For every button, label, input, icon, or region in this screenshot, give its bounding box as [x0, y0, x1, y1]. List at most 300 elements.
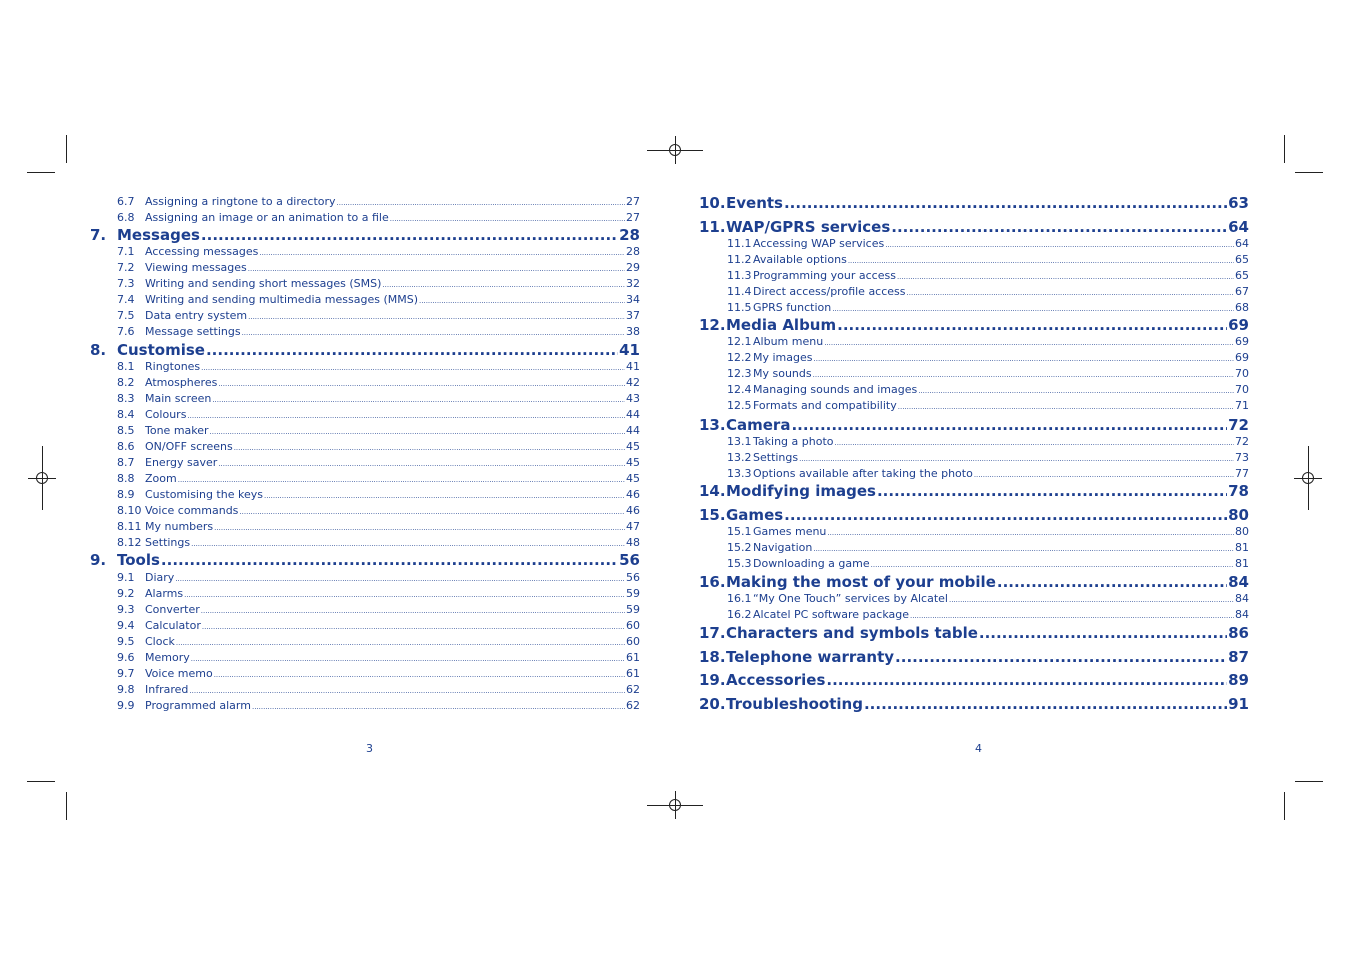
dot-leader [813, 367, 1234, 383]
toc-entry-number: 12.2 [727, 351, 752, 364]
toc-entry-title: Programming your access [753, 269, 896, 282]
toc-entry-page: 84 [1235, 592, 1249, 605]
toc-entry-title: My numbers [145, 520, 214, 533]
toc-chapter-entry [699, 623, 1249, 643]
toc-section-entry [90, 260, 640, 276]
toc-entry-page: 27 [626, 211, 640, 224]
toc-entry-page: 60 [626, 635, 640, 648]
dot-leader [895, 647, 1227, 667]
dot-leader [891, 217, 1227, 237]
dot-leader [191, 651, 625, 667]
dot-leader [218, 456, 625, 472]
dot-leader [826, 670, 1227, 690]
toc-entry-number: 16.1 [727, 592, 752, 605]
toc-section-entry [90, 423, 640, 439]
toc-entry-number: 8.8 [117, 472, 135, 485]
toc-section-entry [90, 391, 640, 407]
toc-entry-page: 56 [619, 551, 640, 569]
toc-entry-title: Infrared [145, 683, 189, 696]
dot-leader [214, 520, 625, 536]
toc-section-entry [90, 682, 640, 698]
toc-entry-page: 89 [1228, 671, 1249, 689]
toc-entry-page: 45 [626, 440, 640, 453]
toc-entry-page: 68 [1235, 301, 1249, 314]
toc-entry-number: 9.1 [117, 571, 135, 584]
toc-entry-title: WAP/GPRS services [726, 218, 891, 236]
toc-entry-title: Camera [726, 416, 791, 434]
toc-entry-page: 32 [626, 277, 640, 290]
toc-entry-number: 6.8 [117, 211, 135, 224]
toc-entry-page: 63 [1228, 194, 1249, 212]
toc-entry-number: 8. [90, 341, 107, 359]
toc-entry-number: 12.1 [727, 335, 752, 348]
toc-entry-title: Energy saver [145, 456, 218, 469]
toc-entry-title: ON/OFF screens [145, 440, 233, 453]
toc-section-entry [90, 455, 640, 471]
toc-section-entry [699, 252, 1249, 268]
toc-entry-page: 62 [626, 699, 640, 712]
toc-entry-page: 42 [626, 376, 640, 389]
dot-leader [242, 325, 625, 341]
dot-leader [201, 603, 625, 619]
toc-entry-page: 87 [1228, 648, 1249, 666]
toc-entry-number: 8.1 [117, 360, 135, 373]
toc-entry-number: 10. [699, 194, 726, 212]
toc-section-entry [90, 602, 640, 618]
toc-entry-number: 18. [699, 648, 726, 666]
toc-entry-page: 61 [626, 667, 640, 680]
toc-entry-title: Media Album [726, 316, 837, 334]
dot-leader [264, 488, 625, 504]
toc-section-entry [90, 407, 640, 423]
toc-entry-number: 15. [699, 506, 726, 524]
toc-entry-number: 13.3 [727, 467, 752, 480]
toc-entry-page: 67 [1235, 285, 1249, 298]
toc-entry-page: 73 [1235, 451, 1249, 464]
toc-entry-title: Tone maker [145, 424, 209, 437]
toc-entry-title: Message settings [145, 325, 241, 338]
toc-entry-page: 91 [1228, 695, 1249, 713]
dot-leader [791, 415, 1227, 435]
toc-entry-number: 8.12 [117, 536, 142, 549]
toc-entry-page: 44 [626, 408, 640, 421]
toc-entry-title: Colours [145, 408, 187, 421]
toc-entry-number: 11. [699, 218, 726, 236]
toc-entry-title: Accessing messages [145, 245, 259, 258]
dot-leader [907, 285, 1234, 301]
dot-leader [218, 376, 625, 392]
toc-entry-number: 11.4 [727, 285, 752, 298]
dot-leader [910, 608, 1234, 624]
toc-entry-title: Voice memo [145, 667, 213, 680]
toc-entry-page: 84 [1235, 608, 1249, 621]
toc-entry-title: Alcatel PC software package [753, 608, 909, 621]
dot-leader [918, 383, 1234, 399]
toc-entry-number: 13.1 [727, 435, 752, 448]
toc-entry-page: 69 [1235, 351, 1249, 364]
toc-entry-page: 60 [626, 619, 640, 632]
toc-entry-title: Events [726, 194, 783, 212]
toc-entry-title: Formats and compatibility [753, 399, 897, 412]
toc-entry-title: Zoom [145, 472, 177, 485]
toc-entry-number: 8.10 [117, 504, 142, 517]
dot-leader [210, 424, 625, 440]
toc-entry-title: Writing and sending short messages (SMS) [145, 277, 382, 290]
toc-entry-page: 77 [1235, 467, 1249, 480]
toc-entry-number: 9.4 [117, 619, 135, 632]
toc-entry-title: Options available after taking the photo [753, 467, 973, 480]
toc-entry-number: 7.4 [117, 293, 135, 306]
toc-entry-title: Data entry system [145, 309, 248, 322]
toc-entry-number: 8.2 [117, 376, 135, 389]
toc-entry-number: 17. [699, 624, 726, 642]
toc-entry-title: Writing and sending multimedia messages (MMS) [145, 293, 419, 306]
toc-entry-title: Tools [117, 551, 160, 569]
toc-section-entry [699, 434, 1249, 450]
toc-entry-title: Viewing messages [145, 261, 247, 274]
toc-entry-number: 16.2 [727, 608, 752, 621]
toc-entry-page: 44 [626, 424, 640, 437]
toc-section-entry [699, 607, 1249, 623]
toc-entry-page: 72 [1235, 435, 1249, 448]
toc-entry-title: Ringtones [145, 360, 201, 373]
toc-section-entry [90, 375, 640, 391]
toc-entry-page: 41 [619, 341, 640, 359]
toc-entry-title: Accessories [726, 671, 826, 689]
toc-entry-title: Navigation [753, 541, 813, 554]
toc-entry-page: 64 [1235, 237, 1249, 250]
toc-entry-page: 28 [626, 245, 640, 258]
page-number-right: 4 [975, 742, 982, 755]
toc-entry-title: Characters and symbols table [726, 624, 978, 642]
toc-entry-title: Accessing WAP services [753, 237, 885, 250]
toc-section-entry [699, 300, 1249, 316]
toc-chapter-entry [90, 340, 640, 360]
dot-leader [212, 392, 625, 408]
toc-chapter-entry [699, 217, 1249, 237]
toc-entry-title: Diary [145, 571, 175, 584]
toc-entry-number: 9. [90, 551, 107, 569]
toc-entry-title: Taking a photo [753, 435, 834, 448]
toc-section-entry [699, 466, 1249, 482]
dot-leader [214, 667, 625, 683]
toc-entry-title: Album menu [753, 335, 824, 348]
dot-leader [161, 550, 618, 570]
dot-leader [799, 451, 1234, 467]
toc-entry-title: Voice commands [145, 504, 239, 517]
dot-leader [864, 694, 1227, 714]
toc-entry-number: 9.2 [117, 587, 135, 600]
toc-entry-title: Downloading a game [753, 557, 870, 570]
toc-entry-number: 11.5 [727, 301, 752, 314]
toc-entry-page: 28 [619, 226, 640, 244]
toc-entry-title: Messages [117, 226, 200, 244]
toc-entry-title: Calculator [145, 619, 201, 632]
toc-entry-title: Assigning a ringtone to a directory [145, 195, 336, 208]
toc-entry-title: Direct access/profile access [753, 285, 906, 298]
toc-entry-page: 41 [626, 360, 640, 373]
toc-entry-title: Games [726, 506, 784, 524]
toc-section-entry [90, 698, 640, 714]
toc-entry-number: 15.2 [727, 541, 752, 554]
dot-leader [784, 505, 1227, 525]
toc-entry-page: 72 [1228, 416, 1249, 434]
toc-chapter-entry [699, 647, 1249, 667]
toc-entry-title: Managing sounds and images [753, 383, 918, 396]
toc-entry-page: 29 [626, 261, 640, 274]
toc-entry-page: 86 [1228, 624, 1249, 642]
toc-entry-number: 8.5 [117, 424, 135, 437]
toc-chapter-entry [699, 505, 1249, 525]
toc-entry-page: 69 [1228, 316, 1249, 334]
toc-entry-title: Troubleshooting [726, 695, 863, 713]
dot-leader [201, 225, 618, 245]
toc-section-entry [90, 244, 640, 260]
toc-entry-number: 12. [699, 316, 726, 334]
toc-entry-title: Atmospheres [145, 376, 218, 389]
toc-section-entry [699, 236, 1249, 252]
toc-entry-number: 13.2 [727, 451, 752, 464]
toc-entry-number: 8.3 [117, 392, 135, 405]
toc-entry-number: 13. [699, 416, 726, 434]
toc-entry-title: Clock [145, 635, 175, 648]
toc-section-entry [90, 519, 640, 535]
toc-section-entry [90, 634, 640, 650]
toc-entry-title: Programmed alarm [145, 699, 251, 712]
dot-leader [813, 541, 1234, 557]
toc-entry-page: 48 [626, 536, 640, 549]
dot-leader [337, 195, 625, 211]
toc-entry-page: 46 [626, 488, 640, 501]
toc-section-entry [90, 487, 640, 503]
toc-entry-number: 7.5 [117, 309, 135, 322]
dot-leader [834, 435, 1234, 451]
toc-section-entry [90, 359, 640, 375]
toc-section-entry [699, 591, 1249, 607]
dot-leader [239, 504, 625, 520]
toc-section-entry [699, 556, 1249, 572]
toc-entry-number: 6.7 [117, 195, 135, 208]
toc-section-entry [90, 292, 640, 308]
toc-entry-page: 62 [626, 683, 640, 696]
toc-entry-title: GPRS function [753, 301, 832, 314]
toc-section-entry [699, 540, 1249, 556]
toc-entry-title: Memory [145, 651, 190, 664]
dot-leader [176, 635, 625, 651]
toc-entry-page: 71 [1235, 399, 1249, 412]
toc-section-entry [90, 586, 640, 602]
toc-entry-number: 8.7 [117, 456, 135, 469]
dot-leader [871, 557, 1234, 573]
toc-entry-number: 8.11 [117, 520, 142, 533]
toc-chapter-entry [699, 315, 1249, 335]
toc-chapter-entry [699, 415, 1249, 435]
toc-section-entry [699, 284, 1249, 300]
toc-section-entry [90, 618, 640, 634]
toc-entry-page: 46 [626, 504, 640, 517]
toc-chapter-entry [699, 670, 1249, 690]
dot-leader [837, 315, 1227, 335]
dot-leader [897, 269, 1234, 285]
toc-entry-title: “My One Touch” services by Alcatel [753, 592, 948, 605]
dot-leader [189, 683, 625, 699]
toc-entry-number: 7.3 [117, 277, 135, 290]
toc-entry-title: Assigning an image or an animation to a file [145, 211, 389, 224]
toc-entry-page: 34 [626, 293, 640, 306]
toc-entry-page: 81 [1235, 541, 1249, 554]
toc-entry-page: 78 [1228, 482, 1249, 500]
dot-leader [206, 340, 618, 360]
toc-entry-title: Telephone warranty [726, 648, 895, 666]
toc-section-entry [90, 503, 640, 519]
dot-leader [827, 525, 1234, 541]
toc-section-entry [90, 194, 640, 210]
toc-entry-number: 15.1 [727, 525, 752, 538]
toc-entry-number: 9.5 [117, 635, 135, 648]
toc-entry-number: 8.4 [117, 408, 135, 421]
dot-leader [784, 193, 1227, 213]
toc-entry-page: 80 [1228, 506, 1249, 524]
toc-chapter-entry [699, 572, 1249, 592]
toc-chapter-entry [90, 550, 640, 570]
toc-entry-title: My images [753, 351, 813, 364]
toc-entry-number: 9.3 [117, 603, 135, 616]
dot-leader [824, 335, 1234, 351]
dot-leader [885, 237, 1234, 253]
dot-leader [814, 351, 1235, 367]
toc-chapter-entry [699, 694, 1249, 714]
toc-entry-title: Customise [117, 341, 205, 359]
toc-entry-number: 7. [90, 226, 107, 244]
toc-section-entry [90, 471, 640, 487]
toc-chapter-entry [699, 481, 1249, 501]
dot-leader [252, 699, 625, 715]
toc-entry-number: 9.8 [117, 683, 135, 696]
toc-entry-number: 14. [699, 482, 726, 500]
toc-entry-page: 27 [626, 195, 640, 208]
toc-entry-page: 61 [626, 651, 640, 664]
toc-entry-title: Settings [753, 451, 799, 464]
toc-entry-title: Games menu [753, 525, 827, 538]
toc-entry-page: 45 [626, 456, 640, 469]
toc-entry-number: 19. [699, 671, 726, 689]
toc-entry-page: 69 [1235, 335, 1249, 348]
toc-entry-page: 45 [626, 472, 640, 485]
toc-section-entry [90, 535, 640, 551]
toc-entry-page: 64 [1228, 218, 1249, 236]
toc-entry-page: 43 [626, 392, 640, 405]
toc-section-entry [90, 276, 640, 292]
toc-entry-title: Settings [145, 536, 191, 549]
dot-leader [248, 309, 625, 325]
toc-entry-page: 38 [626, 325, 640, 338]
toc-section-entry [90, 439, 640, 455]
dot-leader [848, 253, 1234, 269]
page-number-left: 3 [366, 742, 373, 755]
toc-section-entry [90, 210, 640, 226]
dot-leader [187, 408, 625, 424]
toc-entry-title: Customising the keys [145, 488, 263, 501]
toc-entry-page: 70 [1235, 367, 1249, 380]
toc-entry-page: 65 [1235, 269, 1249, 282]
toc-entry-number: 7.6 [117, 325, 135, 338]
toc-entry-page: 80 [1235, 525, 1249, 538]
toc-section-entry [90, 308, 640, 324]
toc-entry-number: 9.7 [117, 667, 135, 680]
toc-entry-page: 59 [626, 603, 640, 616]
dot-leader [248, 261, 625, 277]
toc-entry-number: 11.1 [727, 237, 752, 250]
toc-section-entry [90, 650, 640, 666]
dot-leader [979, 623, 1227, 643]
dot-leader [259, 245, 625, 261]
toc-entry-number: 7.2 [117, 261, 135, 274]
toc-entry-number: 9.6 [117, 651, 135, 664]
toc-entry-title: Modifying images [726, 482, 876, 500]
toc-entry-number: 20. [699, 695, 726, 713]
dot-leader [184, 587, 625, 603]
toc-entry-number: 12.5 [727, 399, 752, 412]
toc-entry-page: 65 [1235, 253, 1249, 266]
toc-entry-number: 11.2 [727, 253, 752, 266]
toc-section-entry [90, 324, 640, 340]
toc-section-entry [90, 570, 640, 586]
toc-entry-title: Making the most of your mobile [726, 573, 996, 591]
dot-leader [419, 293, 625, 309]
toc-entry-number: 12.3 [727, 367, 752, 380]
toc-entry-page: 81 [1235, 557, 1249, 570]
toc-entry-number: 11.3 [727, 269, 752, 282]
toc-section-entry [699, 366, 1249, 382]
dot-leader [178, 472, 625, 488]
dot-leader [949, 592, 1234, 608]
dot-leader [997, 572, 1227, 592]
toc-entry-page: 70 [1235, 383, 1249, 396]
toc-section-entry [699, 350, 1249, 366]
toc-section-entry [699, 334, 1249, 350]
toc-section-entry [699, 268, 1249, 284]
toc-entry-number: 7.1 [117, 245, 135, 258]
toc-section-entry [90, 666, 640, 682]
dot-leader [175, 571, 625, 587]
toc-entry-title: Available options [753, 253, 847, 266]
dot-leader [877, 481, 1227, 501]
dot-leader [234, 440, 625, 456]
toc-entry-title: Converter [145, 603, 200, 616]
toc-entry-number: 16. [699, 573, 726, 591]
toc-entry-number: 8.9 [117, 488, 135, 501]
toc-chapter-entry [90, 225, 640, 245]
toc-section-entry [699, 524, 1249, 540]
toc-entry-number: 9.9 [117, 699, 135, 712]
toc-entry-title: My sounds [753, 367, 812, 380]
toc-section-entry [699, 382, 1249, 398]
dot-leader [382, 277, 625, 293]
toc-entry-number: 15.3 [727, 557, 752, 570]
toc-entry-title: Main screen [145, 392, 212, 405]
toc-entry-page: 47 [626, 520, 640, 533]
toc-entry-title: Alarms [145, 587, 184, 600]
toc-entry-page: 37 [626, 309, 640, 322]
toc-entry-page: 59 [626, 587, 640, 600]
toc-entry-page: 56 [626, 571, 640, 584]
toc-entry-page: 84 [1228, 573, 1249, 591]
toc-entry-number: 12.4 [727, 383, 752, 396]
toc-chapter-entry [699, 193, 1249, 213]
dot-leader [202, 619, 625, 635]
toc-section-entry [699, 398, 1249, 414]
toc-entry-number: 8.6 [117, 440, 135, 453]
